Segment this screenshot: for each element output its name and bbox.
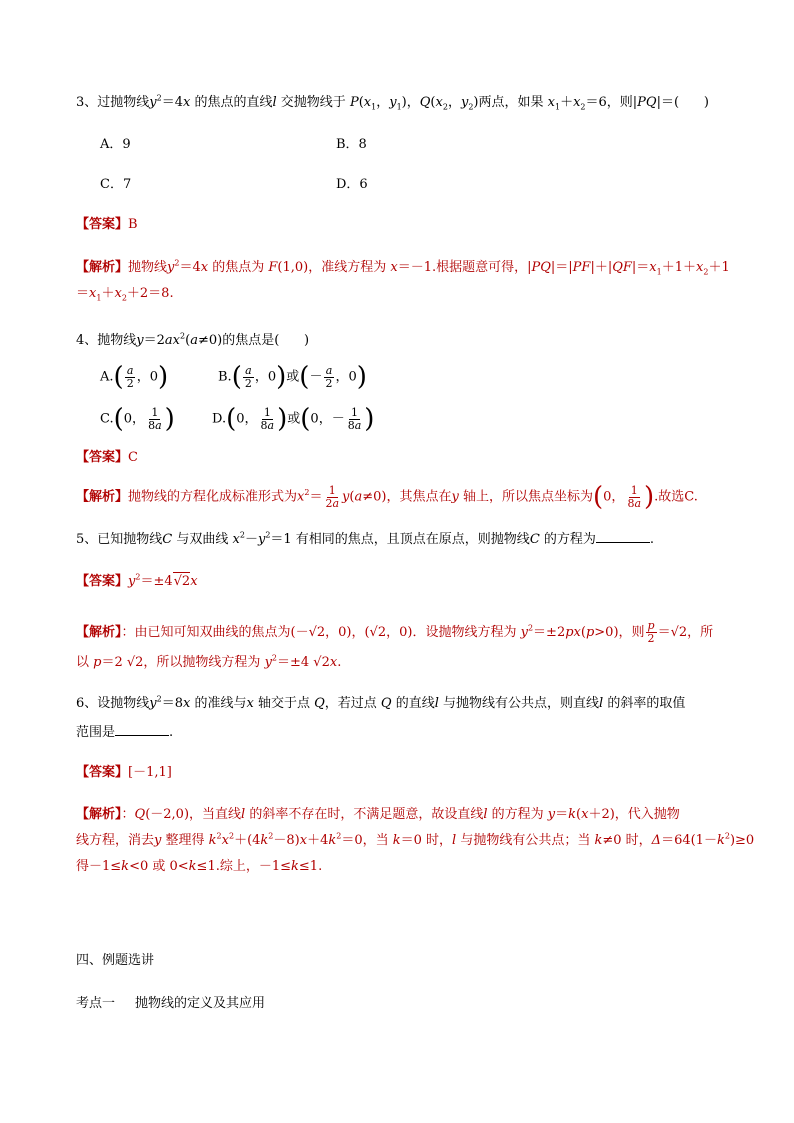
- q3-stem: 3、过抛物线$y^2=4x$ 的焦点的直线l 交抛物线于 $P(x_1$，$y_1$)，$Q(x_2$，$y_2$)两点，如果 $x_1+x_2=6$，则|PQ|＝( ): [76, 93, 709, 112]
- q3-analysis-line1: 【解析】抛物线$y^2=4x$ 的焦点为 F(1,0)，准线方程为 x＝－1.根据题意可得，$|PQ|=|PF|+|QF|=x_1+1+x_2+1$: [76, 258, 730, 277]
- point-title: 抛物线的定义及其应用: [135, 996, 266, 1011]
- q4-analysis: 【解析】抛物线的方程化成标准形式为$x^2=$ $\frac{1}{2a}$ y(a≠0)，其焦点在y 轴上，所以焦点坐标为(0， $\frac{1}{8a}$ ).故选C.: [76, 482, 698, 512]
- q3-option-b: B．8: [336, 137, 367, 152]
- q5-analysis-line2: 以 p＝2 √2，所以抛物线方程为 $y^2=\pm 4$ √2x.: [76, 653, 342, 670]
- q4-answer: 【答案】C: [76, 450, 138, 465]
- q6-answer: 【答案】[－1,1]: [76, 765, 172, 780]
- q6-stem-line2: 范围是 .: [76, 725, 174, 740]
- q4-option-c: C.(0， $\frac{1}{8a}$ ): [100, 404, 175, 434]
- q5-analysis-line1: 【解析】：由已知可知双曲线的焦点为(－√2，0)，(√2，0)．设抛物线方程为 $y^2=\pm 2px(p>0)$，则 $\frac{p}{2}$ ＝√2，所: [76, 619, 714, 645]
- answer-blank: [115, 723, 169, 736]
- answer-value: B: [128, 217, 138, 232]
- q3-option-a: A．9: [100, 137, 131, 152]
- q6-analysis-line1: 【解析】：Q(－2,0)，当直线l 的斜率不存在时，不满足题意，故设直线l 的方程为 y＝k(x＋2)，代入抛物: [76, 807, 680, 822]
- q6-analysis-line2: 线方程，消去y 整理得 $k^2x^2+(4k^2-8)x+4k^2=0$，当 k＝0 时，l 与抛物线有公共点；当 k≠0 时，$\Delta=64(1-k^2)\ge 0$: [76, 831, 755, 848]
- q4-option-d: D.(0， $\frac{1}{8a}$ )或(0，－ $\frac{1}{8a}$ ): [212, 404, 375, 434]
- q3-answer: [76, 216, 138, 234]
- q5-answer: 【答案】$y^2=\pm 4√2x$: [76, 572, 198, 589]
- q4-stem: 4、抛物线$y=2ax^2(a\ne 0)$的焦点是( ): [76, 331, 310, 348]
- section-title: 四、例题选讲: [76, 953, 155, 968]
- answer-tag: 【答案】: [76, 217, 129, 232]
- q6-stem-line1: 6、设抛物线$y^2=8x$ 的准线与x 轴交于点 Q，若过点 Q 的直线l 与抛物线有公共点，则直线l 的斜率的取值: [76, 694, 686, 711]
- q3-analysis-line2: $=x_1+x_2+2=8$.: [76, 286, 174, 303]
- q5-stem: 5、已知抛物线C 与双曲线 $x^2-y^2=1$ 有相同的焦点，且顶点在原点，则抛物线C 的方程为 .: [76, 530, 655, 547]
- q3-option-d: D．6: [336, 177, 368, 192]
- q4-option-b: B.( $\frac{a}{2}$ ，0)或(－ $\frac{a}{2}$ ，0): [218, 362, 367, 392]
- point-label: 考点一: [76, 996, 116, 1011]
- q4-option-a: A.( $\frac{a}{2}$ ，0): [100, 362, 169, 392]
- q3-option-c: C．7: [100, 177, 132, 192]
- q6-analysis-line3: 得－1≤k<0 或 0<k≤1.综上，－1≤k≤1.: [76, 859, 323, 874]
- answer-blank: [596, 530, 650, 543]
